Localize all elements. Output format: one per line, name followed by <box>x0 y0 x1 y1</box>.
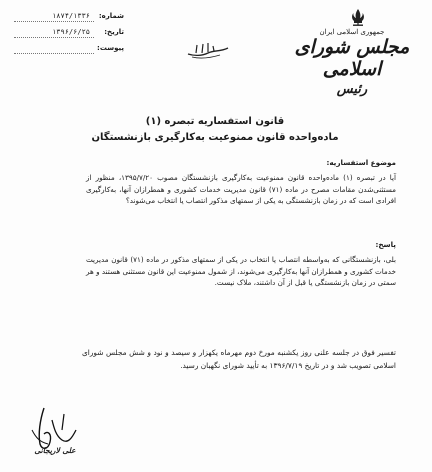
law-subtitle: ماده‌واحده قانون ممنوعیت به‌کارگیری بازنشستگان <box>91 132 339 143</box>
number-field <box>14 12 124 22</box>
answer-heading: پاسخ: <box>375 240 396 249</box>
logo-title-text: رئیس <box>336 82 368 97</box>
date-field <box>14 28 124 38</box>
date-value: ۱۳۹۶/۶/۲۵ <box>52 28 90 36</box>
iran-emblem-icon <box>350 8 366 28</box>
parliament-logo <box>290 28 414 98</box>
number-label: شماره: <box>98 12 124 20</box>
attachment-label: پیوست: <box>97 44 124 52</box>
law-title: قانون استفساریه تبصره (۱) <box>145 116 285 127</box>
attachment-field <box>14 44 124 54</box>
signatory-name: علی لاریجانی <box>34 446 76 455</box>
question-body: آیا در تبصره (۱) ماده‌واحده قانون ممنوعیت به‌کارگیری بازنشستگان مصوب ۱۳۹۵/۷/۲۰، منظور از مستثنی‌شدن مقامات مصرح در ماده (۷۱) قانون مدیریت خدمات کشوری و همطرازان آنها، به‌کارگیری افرادی است که در زمان بازنشستگی به یکی از سمتهای مذکور انتصاب یا انتخاب می‌شوند؟ <box>86 173 396 205</box>
date-label: تاریخ: <box>104 28 124 36</box>
bismillah-calligraphy-icon <box>186 40 230 60</box>
question-heading: موضوع استفساریه: <box>326 158 396 167</box>
answer-body: بلی، بازنشستگانی که به‌واسطه انتصاب یا انتخاب در یکی از سمتهای مذکور در ماده (۷۱) قانون مدیریت خدمات کشوری و همطرازان آنها به‌کارگیری می‌شوند، از شمول ممنوعیت این قانون مستثنی هستند و هر سمتی در زمان بازنشستگی یا قبل از آن داشتند، ملاک نیست. <box>86 255 396 287</box>
logo-main-text: مجلس شورای اسلامی <box>294 36 410 80</box>
number-value: ۱۸۷۴/۱۳۳۶ <box>52 12 90 20</box>
closing-body: تفسیر فوق در جلسه علنی روز یکشنبه مورخ دوم مهرماه یکهزار و سیصد و نود و شش مجلس شورای اسلامی تصویب شد و در تاریخ ۱۳۹۶/۷/۱۹ به تأیید شورای نگهبان رسید. <box>82 348 396 370</box>
logo-small-text: جمهوری اسلامی ایران <box>319 28 385 36</box>
